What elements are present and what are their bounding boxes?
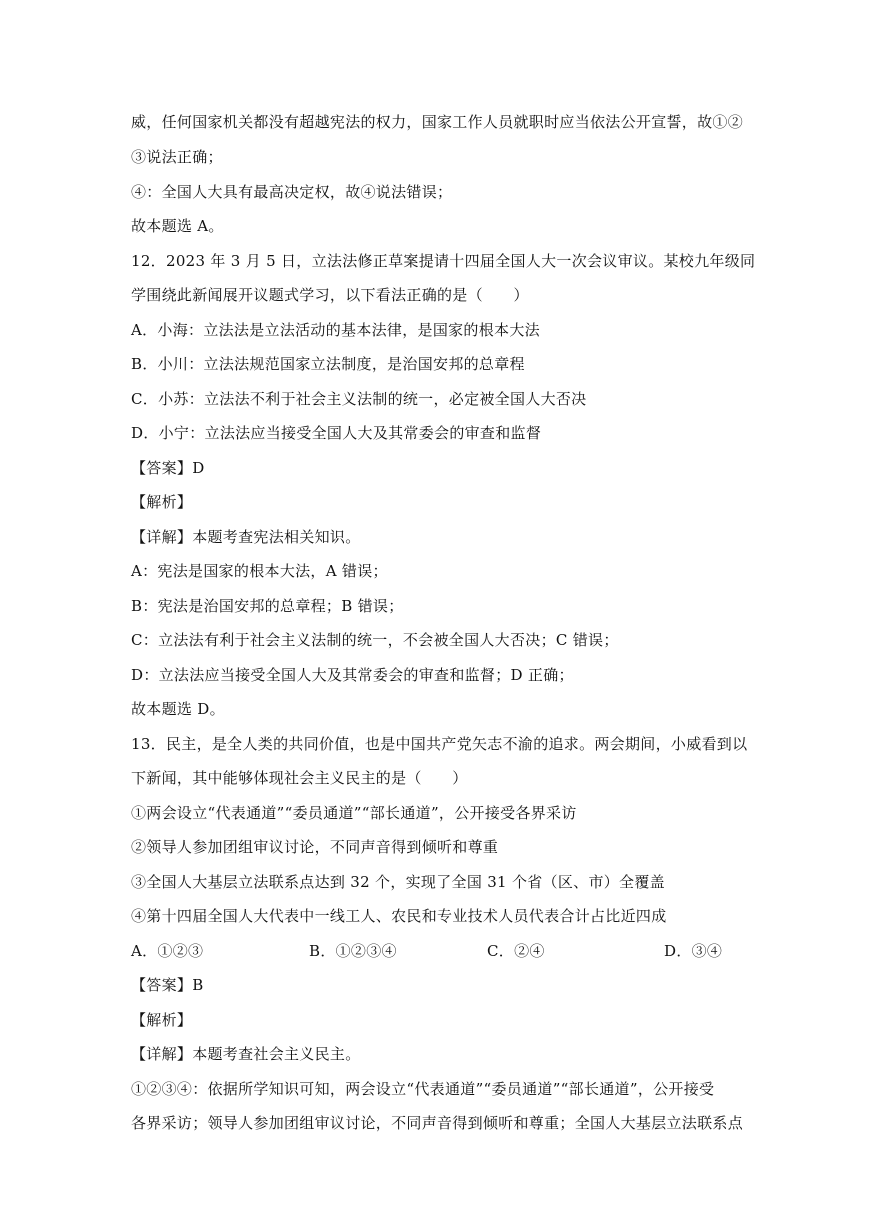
question-13-option-a: A．①②③ [131, 942, 204, 960]
explanation-line: A：宪法是国家的根本大法，A 错误； [131, 562, 388, 580]
analysis-label: 【解析】 [131, 1011, 193, 1029]
question-12-stem: 学围绕此新闻展开议题式学习，以下看法正确的是（ ） [131, 286, 529, 304]
text-line: 威，任何国家机关都没有超越宪法的权力，国家工作人员就职时应当依法公开宣誓，故①② [131, 113, 744, 131]
question-13-statement: ③全国人大基层立法联系点达到 32 个，实现了全国 31 个省（区、市）全覆盖 [131, 873, 665, 891]
question-13-option-b: B．①②③④ [309, 942, 397, 960]
text-line: 故本题选 A。 [131, 217, 224, 235]
explanation-line: C：立法法有利于社会主义法制的统一，不会被全国人大否决；C 错误； [131, 631, 619, 649]
explanation-line: D：立法法应当接受全国人大及其常委会的审查和监督；D 正确； [131, 666, 574, 684]
detail-text: 【详解】本题考查社会主义民主。 [131, 1045, 361, 1063]
question-12-stem: 12．2023 年 3 月 5 日，立法法修正草案提请十四届全国人大一次会议审议。某校九年级同 [131, 252, 756, 270]
analysis-label: 【解析】 [131, 493, 193, 511]
detail-text: 【详解】本题考查宪法相关知识。 [131, 528, 361, 546]
question-13-statement: ①两会设立“代表通道”“委员通道”“部长通道”，公开接受各界采访 [131, 804, 577, 822]
explanation-line: ①②③④：依据所学知识可知，两会设立“代表通道”“委员通道”“部长通道”，公开接受 [131, 1080, 715, 1098]
conclusion-line: 故本题选 D。 [131, 700, 225, 718]
question-13-stem: 13．民主，是全人类的共同价值，也是中国共产党矢志不渝的追求。两会期间，小威看到以 [131, 735, 748, 753]
answer-label: 【答案】B [131, 976, 204, 994]
text-line: ④：全国人大具有最高决定权，故④说法错误； [131, 183, 453, 201]
question-12-option-c: C．小苏：立法法不利于社会主义法制的统一，必定被全国人大否决 [131, 390, 587, 408]
question-12-option-b: B．小川：立法法规范国家立法制度，是治国安邦的总章程 [131, 355, 525, 373]
question-13-statement: ②领导人参加团组审议讨论，不同声音得到倾听和尊重 [131, 838, 499, 856]
question-13-statement: ④第十四届全国人大代表中一线工人、农民和专业技术人员代表合计占比近四成 [131, 907, 667, 925]
explanation-line: 各界采访；领导人参加团组审议讨论，不同声音得到倾听和尊重；全国人大基层立法联系点 [131, 1114, 744, 1132]
question-13-stem: 下新闻，其中能够体现社会主义民主的是（ ） [131, 769, 468, 787]
explanation-line: B：宪法是治国安邦的总章程；B 错误； [131, 597, 404, 615]
text-line: ③说法正确； [131, 148, 223, 166]
question-13-option-d: D．③④ [664, 942, 723, 960]
question-12-option-a: A．小海：立法法是立法活动的基本法律，是国家的根本大法 [131, 321, 540, 339]
answer-label: 【答案】D [131, 459, 205, 477]
question-13-option-c: C．②④ [487, 942, 545, 960]
question-12-option-d: D．小宁：立法法应当接受全国人大及其常委会的审查和监督 [131, 424, 542, 442]
